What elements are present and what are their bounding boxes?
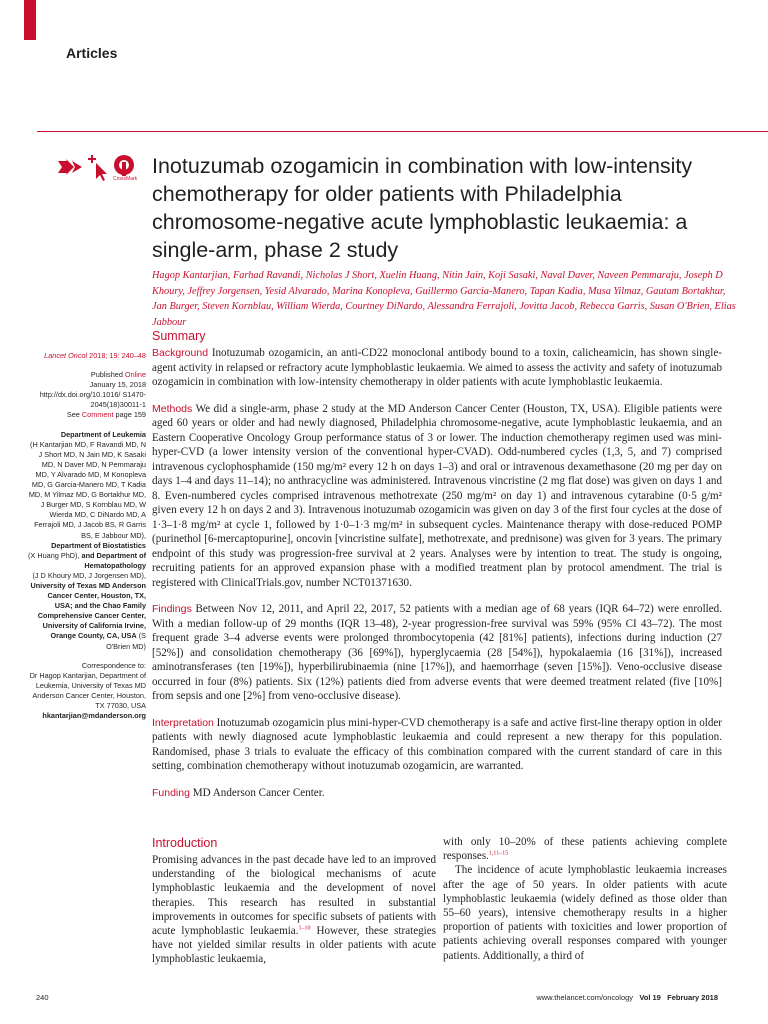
- correspondence-label: Correspondence to:: [81, 660, 146, 670]
- crossmark-icon[interactable]: [114, 155, 134, 176]
- dept-biostat-names: (X Huang PhD),: [28, 550, 80, 560]
- comment-link[interactable]: Comment: [81, 410, 114, 420]
- ref-1-10[interactable]: 1–10: [298, 925, 311, 932]
- intro-text-2a: with only 10–20% of these patients achieving complete responses.: [443, 836, 727, 863]
- intro-column-left: [152, 853, 436, 967]
- background-label: Background: [152, 347, 209, 359]
- intro-text-1b: However, these strategies have not yielded similar results in older patients with acute lymphoblastic leukaemia,: [152, 925, 436, 966]
- journal-volume: Vol 19: [639, 993, 661, 1002]
- intro-paragraph-1: [152, 853, 436, 967]
- summary-heading: Summary: [152, 329, 206, 343]
- journal-date: February 2018: [667, 993, 718, 1002]
- chao-center: and the Chao Family Comprehensive Cancer Center, University of California Irvine, Orange County, CA, USA: [37, 601, 146, 641]
- dept-leukemia-names: (H Kantarjian MD, F Ravandi MD, N J Short MD, N Jain MD, K Sasaki MD, N Daver MD, N Pemmaraju MD, Y Alvarado MD, M Konopleva MD, G Garcia-Manero MD, T Kadia MD, M Yilmaz MD, G Bortakhur MD, J Burger MD, S Kornblau MD, W Wierda MD, C DiNardo MD, A Ferrajoli MD, J Jacob BS, R Garris BS, E Jabbour MD),: [28, 439, 146, 540]
- published-online-link[interactable]: Online: [124, 370, 146, 380]
- article-tool-icons: [56, 153, 140, 195]
- doi-link[interactable]: http://dx.doi.org/10.1016/ S1470-2045(18)30011-1: [39, 390, 146, 410]
- intro-paragraph-2: The incidence of acute lymphoblastic leukaemia increases after the age of 50 years. In older patients with acute lymphoblastic leukaemia (widely defined as those older than 55–60 years), intensive chemotherapy results in a higher proportion of patients with toxicities and lower proportion of patients achieving overall responses compared with younger patients. Additionally, a third of: [443, 864, 727, 962]
- intro-paragraph-1-cont: [443, 835, 727, 863]
- abstract-interpretation: [152, 716, 722, 774]
- ref-1-11-15[interactable]: 1,11–15: [488, 850, 509, 857]
- comment-page: page 159: [113, 410, 146, 420]
- citation-journal: Lancet Oncol: [44, 351, 88, 360]
- journal-site[interactable]: www.thelancet.com/oncology: [536, 993, 634, 1002]
- published-prefix: Published: [90, 370, 125, 380]
- dept-leukemia: Department of Leukemia: [60, 429, 146, 439]
- abstract-funding: [152, 786, 722, 801]
- interpretation-label: Interpretation: [152, 716, 214, 729]
- publication-info: [28, 370, 146, 420]
- citation-volume: 2018; 19: 240–48: [87, 351, 146, 360]
- funding-text: MD Anderson Cancer Center.: [189, 786, 325, 799]
- article-title: Inotuzumab ozogamicin in combination with low-intensity chemotherapy for older patients with Philadelphia chromosome-negative acute lymphoblastic leukaemia: a single-arm, phase 2 study: [152, 154, 693, 262]
- dept-biostat: Department of Biostatistics: [51, 540, 146, 550]
- abstract: [152, 346, 722, 812]
- methods-text: We did a single-arm, phase 2 study at the MD Anderson Cancer Center (Houston, TX, USA). Eligible patients were aged 60 years or older and had newly diagnosed, Philadelphia chromosome-negative, acute lymphoblastic leukaemia, and an Eastern Cooperative Oncology Group performance status of 3 or lower. The induction chemotherapy regimen used was mini-hyper-CVD (a lower intensity version of the conventional hyper-CVAD). Odd-numbered cycles (1,3, 5, and 7) comprised intravenous cyclophosphamide (150 mg/m² every 12 h on days 1–3) and oral or intravenous dexamethasone (20 mg per day on days 1–4 and days 11–14); no anthracycline was administered. Intravenous vincristine (2 mg flat dose) was given on days 1 and 8. Even-numbered cycles comprised intravenous methotrexate (250 mg/m² on day 1) and intravenous cytarabine (0·5 g/m² given every 12 h on days 2 and 3). Intravenous inotuzumab ozogamicin was given on day 3 of the first four cycles at the dose of 1·3–1·8 mg/m² at cycle 1, followed by 1·0–1·3 mg/m² in subsequent cycles. Maintenance therapy with dose-reduced POMP (purinethol [6-mercaptopurine], oncovin [vincristine sulfate], methotrexate, and prednisone) was given for 3 years. The primary endpoint of this study was progression-free survival at 2 years. Analyses were by intention to treat. The study is ongoing, recruiting patients for an approved expansion phase with a modified treatment plan by protocol amendment. The trial is registered with ClinicalTrials.gov, number NCT01371630.: [152, 402, 722, 589]
- share-arrows-icon[interactable]: [58, 159, 82, 175]
- dept-hemato-names: (J D Khoury MD, J Jorgensen MD),: [32, 570, 146, 580]
- abstract-methods: [152, 402, 722, 591]
- header-rule: [37, 131, 768, 132]
- see-prefix: See: [66, 410, 82, 420]
- dept-hemato: and Department of Hematopathology: [81, 550, 147, 570]
- background-text: Inotuzumab ozogamicin, an anti-CD22 monoclonal antibody bound to a toxin, calicheamicin, has shown single-agent activity in relapsed or refractory acute lymphoblastic leukaemia. We aimed to assess the activity and safety of inotuzumab ozogamicin in combination with low-intensity chemotherapy in older patients with acute lymphoblastic leukaemia.: [152, 347, 722, 388]
- correspondence-email[interactable]: hkantarjian@mdanderson.org: [42, 711, 146, 721]
- findings-label: Findings: [152, 603, 192, 615]
- correspondence: [28, 661, 146, 722]
- sidebar-notes: [28, 351, 146, 730]
- interpretation-text: Inotuzumab ozogamicin plus mini-hyper-CVD chemotherapy is a safe and active first-line therapy option in older patients with newly diagnosed acute lymphoblastic leukaemia and could represent a new therapy for this population. Randomised, phase 3 trials to evaluate the efficacy of this combination compared with the current standard of care in this setting, combination chemotherapy without inotuzumab ozogamicin, are warranted.: [152, 716, 722, 772]
- author-list: Hagop Kantarjian, Farhad Ravandi, Nicholas J Short, Xuelin Huang, Nitin Jain, Koji Sasaki, Naval Daver, Naveen Pemmaraju, Joseph D Khoury, Jeffrey Jorgensen, Yesid Alvarado, Marina Konopleva, Guillermo Garcia-Manero, Tapan Kadia, Musa Yilmaz, Gautam Bortakhur, Jan Burger, Steven Kornblau, William Wierda, Courtney DiNardo, Alessandra Ferrajoli, Jovitta Jacob, Rebecca Garris, Susan O'Brien, Elias Jabbour: [152, 270, 736, 328]
- abstract-background: [152, 346, 722, 390]
- findings-text: Between Nov 12, 2011, and April 22, 2017, 52 patients with a median age of 68 years (IQR 64–72) were enrolled. With a median follow-up of 29 months (IQR 13–48), 2-year progression-free survival was 59% (95% CI 43–72). The most frequent grade 3–4 adverse events were prolonged thrombocytopenia (42 [81%] patients), infections during induction (27 [52%]) and consolidation chemotherapy (36 [69%]), hyperglycaemia (28 [54%]), hypokalaemia (16 [31%]), increased aminotransferases (ten [19%]), hyperbilirubinaemia (nine [17%]), and haemorrhage (seven [15%]). Veno-occlusive disease occurred in four (8%) patients. Six (12%) patients died from adverse events that were deemed treatment related (five [10%] from sepsis and one [2%] from veno-occlusive disease).: [152, 603, 722, 702]
- intro-text-1: Promising advances in the past decade have led to an improved understanding of the biological mechanisms of acute lymphoblastic leukaemia and the development of novel therapies. This research has resulted in substantial improvements in outcomes for specific subsets of patients with acute lymphoblastic leukaemia.: [152, 854, 436, 938]
- published-date: January 15, 2018: [89, 380, 146, 390]
- page-number: 240: [36, 993, 49, 1002]
- section-label: Articles: [66, 45, 118, 61]
- funding-label: Funding: [152, 786, 190, 799]
- abstract-findings: [152, 602, 722, 704]
- crossmark-label: CrossMark: [113, 176, 138, 182]
- methods-label: Methods: [152, 402, 193, 415]
- university: University of Texas MD Anderson Cancer Center, Houston, TX, USA;: [30, 580, 146, 611]
- cursor-plus-icon[interactable]: [88, 155, 107, 181]
- journal-accent-bar: [24, 0, 36, 40]
- journal-footer: [536, 993, 718, 1002]
- introduction-heading: Introduction: [152, 836, 218, 850]
- chao-names: (S O'Brien MD): [106, 631, 146, 651]
- correspondence-address: Dr Hagop Kantarjian, Department of Leukemia, University of Texas MD Anderson Cancer Center, Houston, TX 77030, USA: [29, 670, 146, 710]
- intro-column-right: [443, 835, 727, 963]
- citation: [28, 351, 146, 361]
- affiliations: [28, 430, 146, 652]
